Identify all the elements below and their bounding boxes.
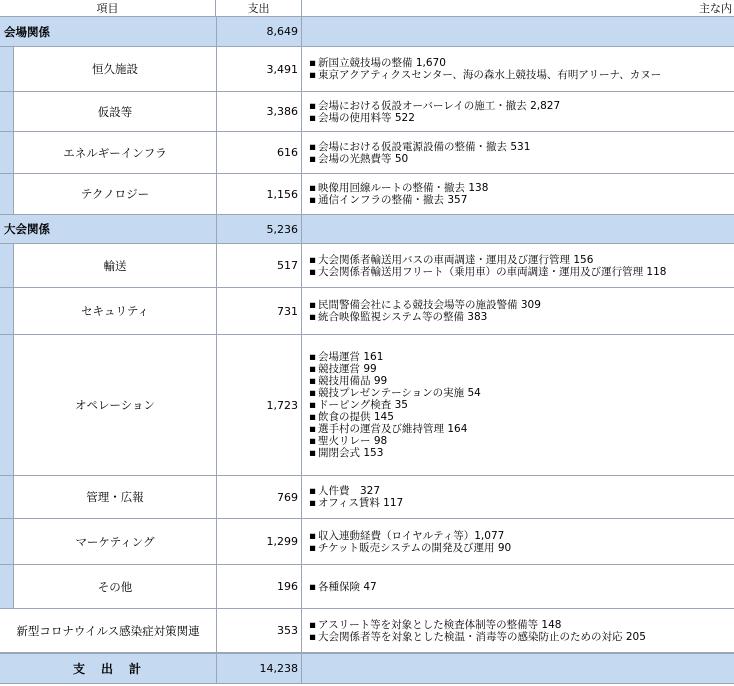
total-label: 支 出 計 bbox=[72, 662, 143, 676]
bullet-icon: ▪ bbox=[309, 57, 317, 69]
bullet-icon: ▪ bbox=[309, 351, 317, 363]
row-label: 仮設等 bbox=[97, 104, 133, 119]
row-details bbox=[302, 476, 734, 518]
header-spend: 支出 bbox=[216, 0, 302, 16]
row-amount: 3,491 bbox=[216, 47, 302, 91]
table-row bbox=[0, 519, 734, 565]
table-row bbox=[0, 288, 734, 335]
bullet-icon: ▪ bbox=[309, 541, 317, 554]
table-row bbox=[0, 335, 734, 476]
bullet-icon: ▪ bbox=[309, 447, 317, 459]
detail-line: ▪ 会場運営 161 bbox=[309, 351, 384, 363]
row-label: 新型コロナウイルス感染症対策関連 bbox=[16, 623, 200, 638]
row-label: テクノロジー bbox=[80, 187, 150, 201]
row-amount: 1,723 bbox=[216, 335, 302, 475]
detail-line: ▪ 会場における仮設電源設備の整備・撤去 531 bbox=[309, 140, 531, 153]
row-indent bbox=[0, 476, 14, 518]
row-indent bbox=[0, 519, 14, 564]
bullet-icon: ▪ bbox=[309, 299, 317, 311]
bullet-icon: ▪ bbox=[309, 311, 317, 323]
bullet-icon: ▪ bbox=[309, 435, 317, 447]
bullet-icon: ▪ bbox=[309, 194, 317, 206]
section-event bbox=[0, 215, 734, 244]
bullet-icon: ▪ bbox=[309, 375, 317, 387]
row-label: マーケティング bbox=[75, 534, 155, 549]
row-details bbox=[302, 92, 734, 131]
row-details bbox=[302, 244, 734, 287]
table-row bbox=[0, 92, 734, 132]
detail-line: ▪ 開閉会式 153 bbox=[309, 447, 384, 459]
row-amount: 517 bbox=[216, 244, 302, 287]
row-label: セキュリティ bbox=[81, 304, 149, 318]
row-details bbox=[302, 174, 734, 214]
row-amount: 1,299 bbox=[216, 519, 302, 564]
row-amount: 1,156 bbox=[216, 174, 302, 214]
detail-line: ▪ アスリート等を対象とした検査体制等の整備等 148 bbox=[309, 618, 562, 631]
table-row bbox=[0, 244, 734, 288]
detail-line: ▪ 統合映像監視システム等の整備 383 bbox=[309, 311, 488, 323]
bullet-icon: ▪ bbox=[309, 399, 317, 411]
table-header bbox=[0, 0, 734, 17]
table-row bbox=[0, 47, 734, 92]
detail-line: ▪ 映像用回線ルートの整備・撤去 138 bbox=[309, 182, 489, 194]
row-label: 恒久施設 bbox=[92, 62, 138, 76]
table-row bbox=[0, 476, 734, 519]
detail-line: ▪ 会場の光熱費等 50 bbox=[309, 152, 409, 165]
section-label: 会場関係 bbox=[4, 24, 50, 39]
detail-line: ▪ 新国立競技場の整備 1,670 bbox=[309, 57, 446, 69]
row-indent bbox=[0, 565, 14, 608]
bullet-icon: ▪ bbox=[309, 99, 317, 112]
detail-line: ▪ 選手村の運営及び維持管理 164 bbox=[309, 423, 468, 435]
detail-line: ▪ 競技プレゼンテーションの実施 54 bbox=[309, 387, 481, 399]
row-details bbox=[302, 335, 734, 475]
bullet-icon: ▪ bbox=[309, 485, 317, 497]
row-indent bbox=[0, 47, 14, 91]
bullet-icon: ▪ bbox=[309, 630, 317, 643]
row-label: 輸送 bbox=[103, 258, 127, 273]
detail-line: ▪ 飲食の提供 145 bbox=[309, 411, 394, 423]
bullet-icon: ▪ bbox=[309, 423, 317, 435]
table-row bbox=[0, 174, 734, 215]
row-amount: 616 bbox=[216, 132, 302, 173]
row-details bbox=[302, 519, 734, 564]
bullet-icon: ▪ bbox=[309, 580, 317, 593]
total-row bbox=[0, 653, 734, 684]
row-indent bbox=[0, 244, 14, 287]
bullet-icon: ▪ bbox=[309, 411, 317, 423]
bullet-icon: ▪ bbox=[309, 497, 317, 509]
row-label: オペレーション bbox=[74, 398, 156, 412]
detail-line: ▪ 大会関係者輸送用バスの車両調達・運用及び運行管理 156 bbox=[309, 253, 594, 266]
row-details bbox=[302, 132, 734, 173]
row-details bbox=[302, 288, 734, 334]
section-amount: 5,236 bbox=[216, 215, 302, 243]
bullet-icon: ▪ bbox=[309, 140, 317, 153]
bullet-icon: ▪ bbox=[309, 69, 317, 81]
row-indent bbox=[0, 335, 14, 475]
header-main: 主な内 bbox=[699, 2, 732, 15]
table-row bbox=[0, 132, 734, 174]
header-item: 項目 bbox=[0, 0, 216, 16]
section-label: 大会関係 bbox=[4, 222, 50, 236]
detail-line: ▪ 通信インフラの整備・撤去 357 bbox=[309, 194, 468, 206]
detail-line: ▪ 各種保険 47 bbox=[309, 580, 377, 593]
row-amount: 3,386 bbox=[216, 92, 302, 131]
detail-line: ▪ オフィス賃料 117 bbox=[309, 497, 404, 509]
detail-line: ▪ 会場における仮設オーバーレイの施工・撤去 2,827 bbox=[309, 99, 561, 112]
row-indent bbox=[0, 132, 14, 173]
detail-line: ▪ 大会関係者等を対象とした検温・消毒等の感染防止のための対応 205 bbox=[309, 630, 646, 643]
section-amount: 8,649 bbox=[216, 17, 302, 46]
row-label: 管理・広報 bbox=[86, 490, 144, 504]
row-details bbox=[302, 47, 734, 91]
bullet-icon: ▪ bbox=[309, 618, 317, 631]
row-amount: 196 bbox=[216, 565, 302, 608]
total-amount: 14,238 bbox=[216, 654, 302, 683]
bullet-icon: ▪ bbox=[309, 363, 317, 375]
bullet-icon: ▪ bbox=[309, 529, 317, 542]
row-indent bbox=[0, 92, 14, 131]
row-details bbox=[302, 609, 734, 652]
section-venue bbox=[0, 17, 734, 47]
detail-line: ▪ 大会関係者輸送用フリート（乗用車）の車両調達・運用及び運行管理 118 bbox=[309, 265, 667, 278]
row-amount: 731 bbox=[216, 288, 302, 334]
bullet-icon: ▪ bbox=[309, 387, 317, 399]
detail-line: ▪ 民間警備会社による競技会場等の施設警備 309 bbox=[309, 299, 541, 311]
row-amount: 353 bbox=[216, 609, 302, 652]
detail-line: ▪ 収入連動経費（ロイヤルティ等）1,077 bbox=[309, 529, 505, 542]
detail-line: ▪ 競技運営 99 bbox=[309, 363, 377, 375]
bullet-icon: ▪ bbox=[309, 111, 317, 124]
row-amount: 769 bbox=[216, 476, 302, 518]
row-details bbox=[302, 565, 734, 608]
bullet-icon: ▪ bbox=[309, 182, 317, 194]
detail-line: ▪ 聖火リレー 98 bbox=[309, 435, 388, 447]
detail-line: ▪ 会場の使用料等 522 bbox=[309, 111, 415, 124]
detail-line: ▪ 競技用備品 99 bbox=[309, 375, 388, 387]
row-indent bbox=[0, 288, 14, 334]
bullet-icon: ▪ bbox=[309, 265, 317, 278]
detail-line: ▪ 人件費 327 bbox=[309, 485, 381, 497]
row-label: エネルギーインフラ bbox=[63, 145, 167, 160]
table-row bbox=[0, 565, 734, 609]
detail-line: ▪ チケット販売システムの開発及び運用 90 bbox=[309, 541, 512, 554]
row-label: その他 bbox=[97, 579, 133, 594]
bullet-icon: ▪ bbox=[309, 152, 317, 165]
bullet-icon: ▪ bbox=[309, 253, 317, 266]
detail-line: ▪ ドーピング検査 35 bbox=[309, 399, 408, 411]
detail-line: ▪ 東京アクアティクスセンター、海の森水上競技場、有明アリーナ、カヌー bbox=[309, 69, 662, 81]
row-indent bbox=[0, 174, 14, 214]
table-row-covid bbox=[0, 609, 734, 653]
